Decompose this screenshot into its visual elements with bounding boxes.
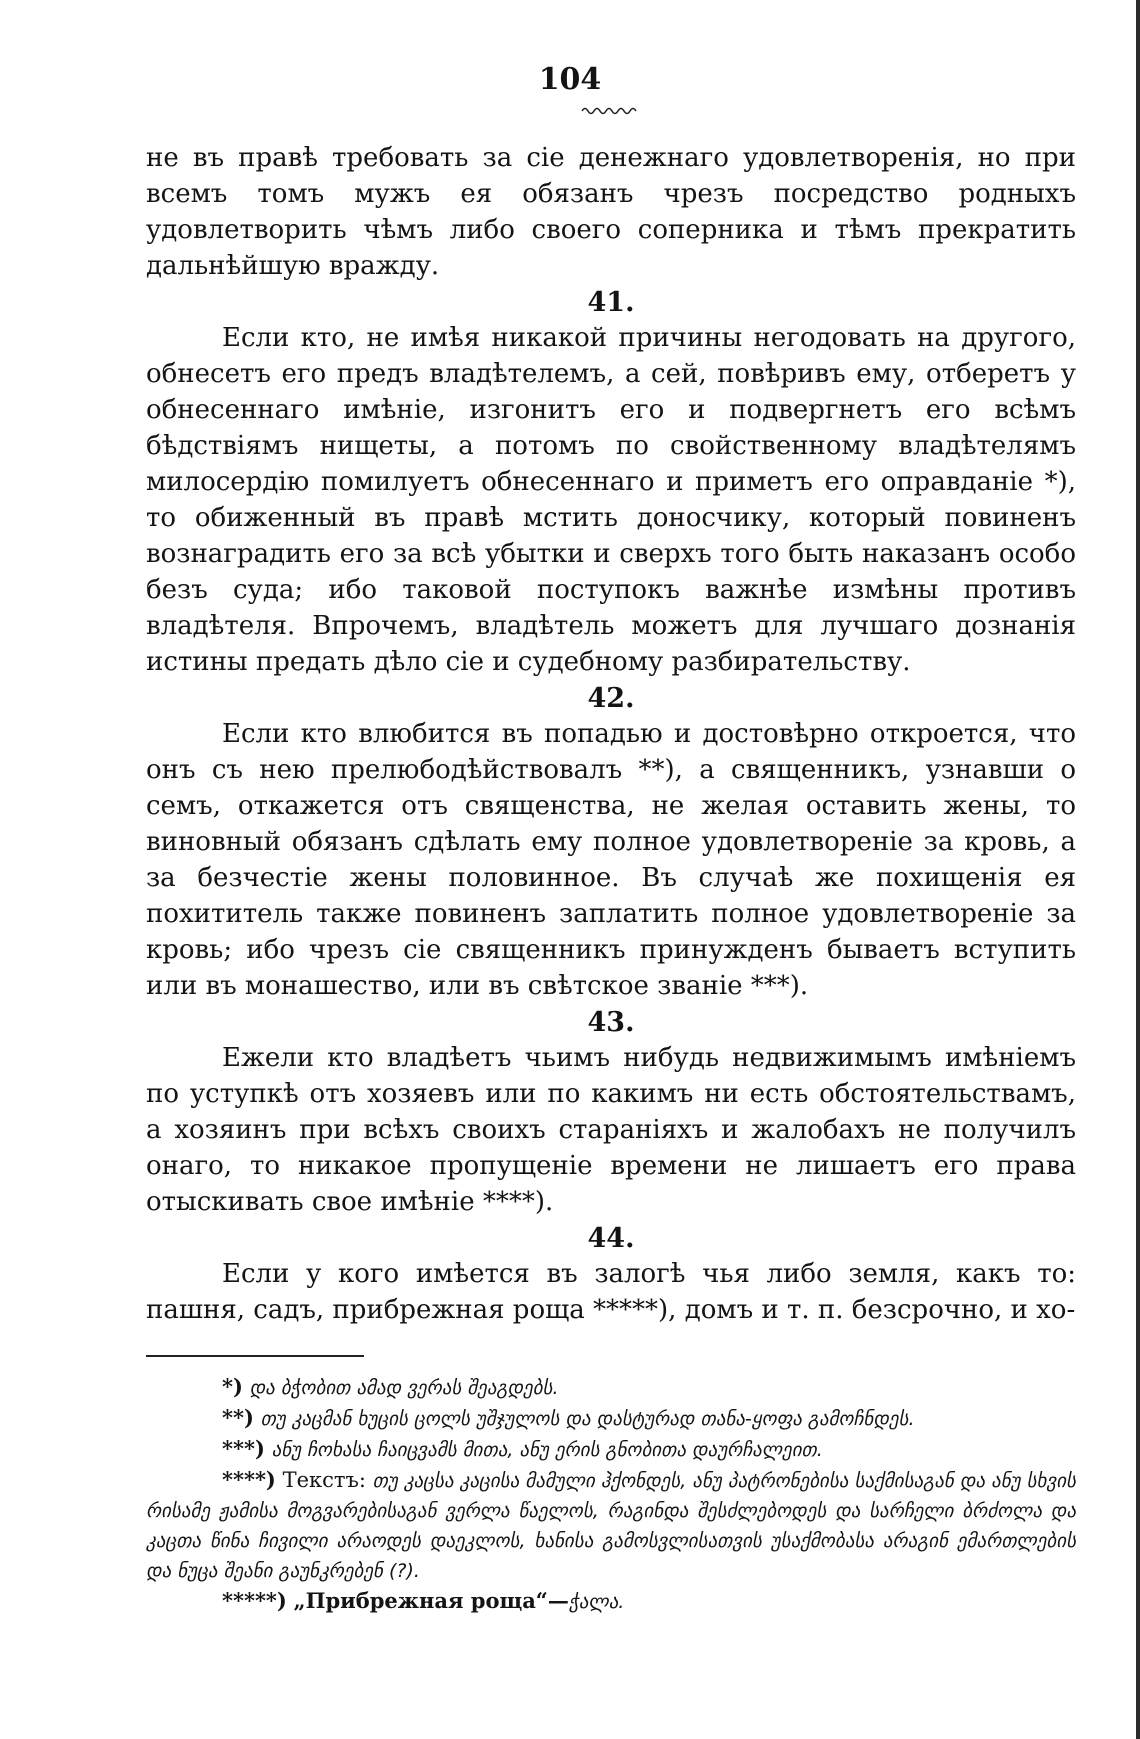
- footnote-1-mark: *): [222, 1374, 243, 1399]
- footnote-4-text: თუ კაცსა კაცისა მამული ჰქონდეს, ანუ პატრონებისა საქმისაგან და ანუ სხვის რისამე ჟამისა მოგვარებისაგან ვერლა წაელოს, რაგინდა შესძლებოდეს და სარჩელი ბრძოლა და კაცთა წინა ჩივილი არაოდეს დაეკლოს, ხანისა გამოსვლისათვის უსაქმობასა არაგინ ემართლების და ნუცა შეანი გაუნკრებენ (?).: [146, 1470, 1076, 1582]
- footnote-5-label: „Прибрежная роща“—: [293, 1588, 569, 1613]
- article-44-text: Если у кого имѣется въ залогѣ чья либо земля, какъ то: пашня, садъ, прибрежная роща *****), домъ и т. п. безсрочно, и хо-: [146, 1259, 1076, 1325]
- footnotes: [146, 1372, 1076, 1617]
- footnote-2-text: თუ კაცმან ხუცის ცოლს უშჯულოს და დასტურად თანა-ყოფა გამოჩნდეს.: [260, 1408, 915, 1430]
- page-number-text: 104: [538, 62, 602, 97]
- article-number-41: 41.: [587, 287, 635, 318]
- footnote-2-mark: **): [222, 1405, 254, 1430]
- footnote-3-text: ანუ ჩოხასა ჩაიცვამს მითა, ანუ ერის გნობითა დაურჩალეით.: [271, 1439, 823, 1461]
- footnote-5: [146, 1586, 1076, 1617]
- article-43-text: Ежели кто владѣетъ чьимъ нибудь недвижимымъ имѣніемъ по уступкѣ отъ хозяевъ или по какимъ ни есть обстоятельствамъ, а хозяинъ при всѣхъ своихъ стараніяхъ и жалобахъ не получилъ онаго, то никакое пропущеніе времени не лишаетъ его права отыскивать свое имѣніе ****).: [146, 1043, 1076, 1217]
- page-number: [0, 62, 1140, 97]
- footnote-4-label: Текстъ:: [282, 1468, 366, 1492]
- scan-edge-line: [1136, 0, 1140, 1739]
- footnote-4-mark: ****): [222, 1467, 276, 1492]
- page-number-ornament: [580, 105, 640, 117]
- footnote-1: [146, 1372, 1076, 1403]
- footnote-3-mark: ***): [222, 1436, 265, 1461]
- article-number-44: 44.: [587, 1223, 635, 1254]
- main-text: [146, 140, 1076, 1328]
- footnote-divider: [146, 1355, 364, 1357]
- paragraph-continuation: не въ правѣ требовать за сіе денежнаго удовлетворенія, но при всемъ томъ мужъ ея обязанъ чрезъ посредство родныхъ удовлетворить чѣмъ либо своего соперника и тѣмъ прекратить дальнѣйшую вражду.: [146, 143, 1076, 281]
- footnote-2: [146, 1403, 1076, 1434]
- article-number-43: 43.: [587, 1007, 635, 1038]
- footnote-5-mark: *****): [222, 1588, 287, 1613]
- article-42-text: Если кто влюбится въ попадью и достовѣрно откроется, что онъ съ нею прелюбодѣйствовалъ **), а священникъ, узнавши о семъ, откажется отъ священства, не желая оставить жены, то виновный обязанъ сдѣлать ему полное удовлетвореніе за кровь, а за безчестіе жены половинное. Въ случаѣ же похищенія ея похититель также повиненъ заплатить полное удовлетвореніе за кровь; ибо чрезъ сіе священникъ принужденъ бываетъ вступить или въ монашество, или въ свѣтское званіе ***).: [146, 719, 1076, 1001]
- footnote-1-text: და ბჭობით ამად ვერას შეაგდებს.: [249, 1377, 559, 1399]
- footnote-3: [146, 1434, 1076, 1465]
- footnote-5-text: ჭალა.: [568, 1591, 625, 1613]
- footnote-4: [146, 1465, 1076, 1586]
- article-41-text: Если кто, не имѣя никакой причины негодовать на другого, обнесетъ его предъ владѣтелемъ, а сей, повѣривъ ему, отберетъ у обнесеннаго имѣніе, изгонитъ его и подвергнетъ его всѣмъ бѣдствіямъ нищеты, а потомъ по свойственному владѣтелямъ милосердію помилуетъ обнесеннаго и приметъ его оправданіе *), то обиженный въ правѣ мстить доносчику, который повиненъ вознаградить его за всѣ убытки и сверхъ того быть наказанъ особо безъ суда; ибо таковой поступокъ важнѣе измѣны противъ владѣтеля. Впрочемъ, владѣтель можетъ для лучшаго дознанія истины предать дѣло сіе и судебному разбирательству.: [146, 323, 1076, 677]
- article-number-42: 42.: [587, 683, 635, 714]
